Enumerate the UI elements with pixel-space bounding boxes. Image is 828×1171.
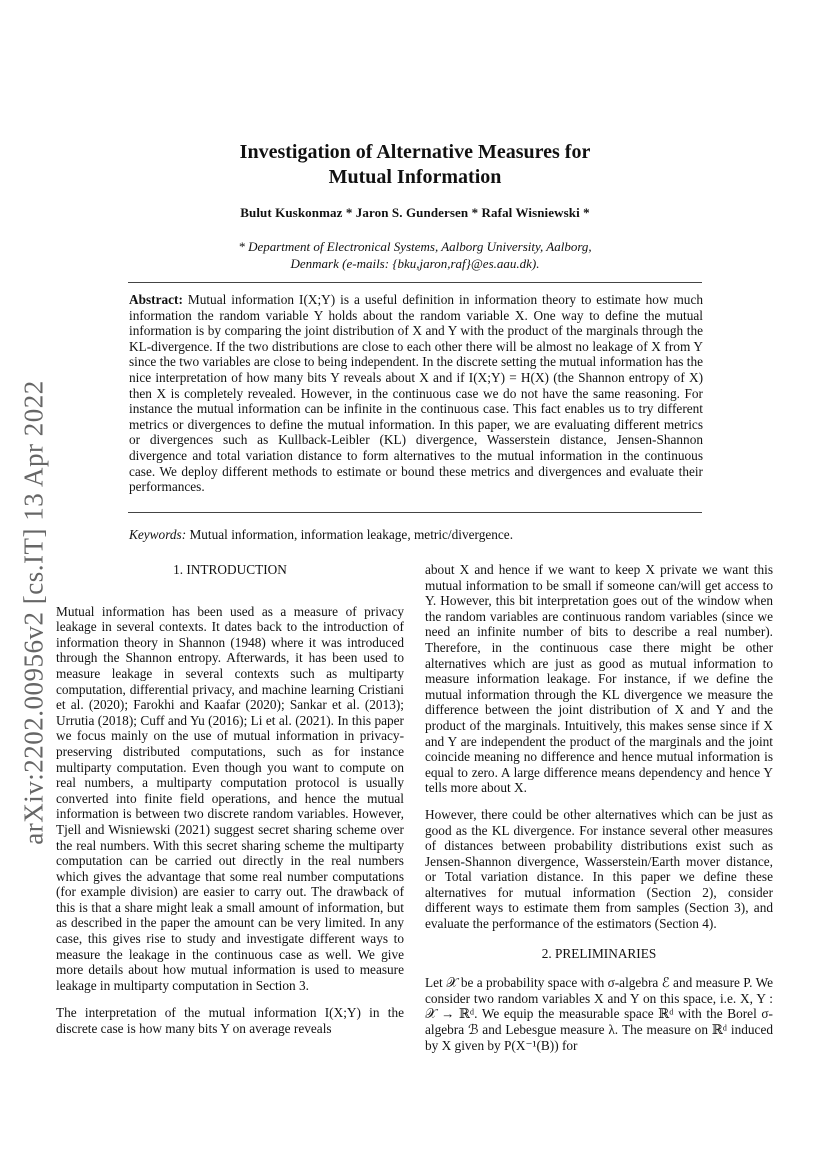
- section-2-heading: 2. PRELIMINARIES: [541, 945, 657, 961]
- title-line-1: Investigation of Alternative Measures for: [239, 141, 591, 163]
- paper-title: [150, 140, 680, 190]
- right-column: [425, 562, 773, 1053]
- intro-paragraph-2: The interpretation of the mutual information I(X;Y) in the discrete case is how many bits Y on average reveals: [56, 1005, 404, 1037]
- abstract-label: Abstract:: [129, 292, 183, 307]
- abstract-text: Mutual information I(X;Y) is a useful definition in information theory to estimate how much information the random variable Y holds about the random variable X. One way to define the mutual information is by comparing the joint distribution of X and Y with the product of the marginals through the KL-divergence. If the two distributions are close to each other there will be almost no leakage of X from Y since the two variables are close to being independent. In the discrete setting the mutual information has the nice interpretation of how many bits Y reveals about X and if I(X;Y) = H(X) (the Shannon entropy of X) then X is completely revealed. However, in the continuous case we do not have the same reasoning. For instance the mutual information can be infinite in the continuous case. This fact enables us to try different metrics or divergences to define the mutual information. In this paper, we are evaluating different metrics or divergences such as Kullback-Leibler (KL) divergence, Wasserstein distance, Jensen-Shannon divergence and total variation distance to form alternatives to the mutual information in the continuous case. We deploy different methods to estimate or bound these metrics and divergences and evaluate their performances.: [129, 292, 703, 495]
- affiliation-line-1: * Department of Electronical Systems, Aalborg University, Aalborg,: [238, 239, 592, 254]
- intro-paragraph-3: about X and hence if we want to keep X private we want this mutual information to be small if someone can/will get access to Y. However, this bit interpretation goes out of the window when the random variables are continuous random variables (since we need an infinite number of bits to describe a real number). Therefore, in the continuous case there might be other alternatives which are just as good as mutual information to measure information leakage. For instance, if we define the mutual information through the KL divergence we measure the difference between the joint distribution of X and Y and the product of the marginals. Intuitively, this makes sense since if X and Y are independent the product of the marginals and the joint coincide meaning no difference and hence mutual information is equal to zero. A large difference means dependency and hence Y tells more about X.: [425, 562, 773, 796]
- abstract-rule: [128, 512, 702, 513]
- keywords: [129, 527, 703, 543]
- title-line-2: Mutual Information: [328, 166, 502, 188]
- intro-paragraph-1: Mutual information has been used as a measure of privacy leakage in several contexts. It dates back to the introduction of information theory in Shannon (1948) where it was introduced through the Shannon entropy. Afterwards, it has been used to measure leakage in several contexts such as multiparty computation, differential privacy, and machine learning Cristiani et al. (2020); Farokhi and Kaafar (2020); Sankar et al. (2013); Urrutia (2018); Cuff and Yu (2016); Li et al. (2021). In this paper we focus mainly on the use of mutual information in privacy-preserving distributed computations, such as for instance multiparty computation. Even though you want to compute on real numbers, a multiparty computation protocol is usually converted into finite field operations, and hence the mutual information is between two discrete random variables. However, Tjell and Wisniewski (2021) suggest secret sharing scheme over the real numbers. With this secret sharing scheme the multiparty computation can be carried out directly in the real numbers which gives the advantage that some real number computations (for example division) are easier to carry out. The drawback of this is that a share might leak a small amount of information, but as described in the paper the amount can be very limited. In any case, this gives rise to study and investigate different ways to measure the leakage in the continuous case as well. We give more details about how mutual information is used to measure leakage in multiparty computation in Section 3.: [56, 603, 404, 993]
- arxiv-identifier: arXiv:2202.00956v2 [cs.IT] 13 Apr 2022: [18, 379, 49, 845]
- section-1-heading: 1. INTRODUCTION: [173, 562, 287, 577]
- author-list: Bulut Kuskonmaz * Jaron S. Gundersen * Rafal Wisniewski *: [240, 205, 590, 220]
- keywords-label: Keywords:: [129, 527, 187, 542]
- intro-paragraph-4: However, there could be other alternatives which can be just as good as the KL divergence. For instance several other measures of distances between probability distributions exist such as Jensen-Shannon divergence, Wasserstein/Earth mover distance, or Total variation distance. In this paper we define these alternatives for mutual information (Section 2), consider different ways to estimate them from samples (Section 3), and evaluate the performance of the estimators (Section 4).: [425, 806, 773, 932]
- abstract: [129, 292, 703, 495]
- top-rule: [128, 282, 702, 283]
- affiliation: [180, 238, 650, 272]
- preliminaries-paragraph-1: Let 𝒳 be a probability space with σ-algebra ℰ and measure P. We consider two random variables X and Y on this space, i.e. X, Y : 𝒳 → ℝᵈ. We equip the measurable space ℝᵈ with the Borel σ-algebra ℬ and Lebesgue measure λ. The measure on ℝᵈ induced by X given by P(X⁻¹(B)) for: [425, 975, 773, 1053]
- keywords-text: Mutual information, information leakage, metric/divergence.: [189, 527, 514, 542]
- left-column: [56, 562, 404, 1037]
- affiliation-line-2: Denmark (e-mails: {bku,jaron,raf}@es.aau.dk).: [290, 256, 540, 271]
